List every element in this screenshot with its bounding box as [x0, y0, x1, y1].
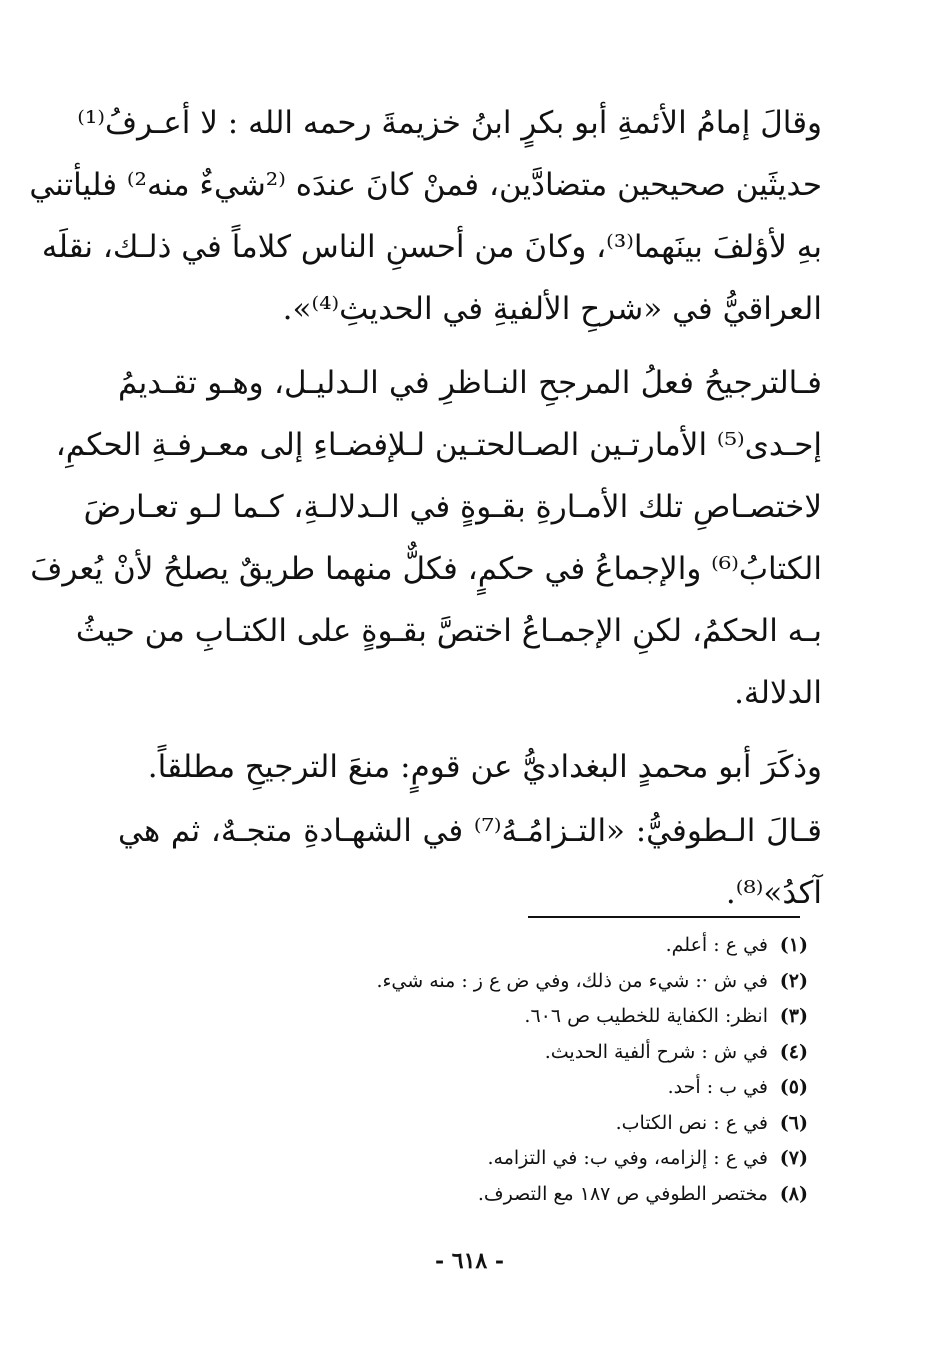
footnote-number: (٣) [779, 1005, 808, 1027]
paragraph-baghdadi [118, 736, 822, 798]
text-line: إحـدى⁽⁵⁾ الأمارتـين الصـالحتـين لـلإفضـاءِ إلى معـرفـةِ الحكمِ، [55, 427, 822, 463]
footnote-number: (٤) [779, 1040, 808, 1063]
footnote-text: في ش : شرح ألفية الحديث. [544, 1040, 768, 1063]
main-text [29, 92, 822, 924]
footnote-text: في ب : أحد. [667, 1076, 768, 1098]
footnote-item [160, 1070, 808, 1106]
text-line: الدلالة. [734, 675, 822, 711]
footnote-item [160, 964, 808, 1000]
text-line: قـالَ الـطوفيُّ: «التـزامُـهُ⁽⁷⁾ في الشهـادةِ متجـهٌ، ثم هي [118, 813, 822, 849]
footnote-separator [528, 916, 800, 918]
text-line: وذكَرَ أبو محمدٍ البغداديُّ عن قومٍ: منعَ الترجيحِ مطلقاً. [147, 749, 822, 785]
footnote-item [160, 1177, 808, 1213]
text-line: فـالترجيحُ فعلُ المرجحِ النـاظرِ في الـدليـل، وهـو تقـديمُ [118, 365, 822, 401]
footnote-text: في ع : نص الكتاب. [615, 1111, 768, 1134]
footnote-number: (٦) [779, 1111, 808, 1134]
text-line: لاختصـاصِ تلك الأمـارةِ بقـوةٍ في الـدلالـةِ، كـما لـو تعـارضَ [83, 489, 822, 525]
footnote-item [160, 1035, 808, 1071]
footnote-number: (٢) [779, 969, 808, 992]
footnote-item [160, 1141, 808, 1177]
text-line: بهِ لأؤلفَ بينَهما⁽³⁾، وكانَ من أحسنِ الناس كلاماً في ذلـك، نقلَه [41, 229, 822, 265]
footnote-number: (٨) [779, 1182, 808, 1205]
paragraph-tufi [118, 800, 822, 924]
text-line: وقالَ إمامُ الأئمةِ أبو بكرٍ ابنُ خزيمةَ رحمه الله : لا أعـرفُ⁽¹⁾ [77, 105, 822, 141]
footnote-text: في ع : أعلم. [665, 934, 768, 956]
footnote-text: مختصر الطوفي ص ١٨٧ مع التصرف. [477, 1182, 768, 1205]
footnote-item [160, 999, 808, 1035]
footnote-text: في ع : إلزامه، وفي ب: في التزامه. [487, 1147, 768, 1169]
page-number: - ٦١٨ - [434, 1248, 505, 1274]
text-line: بـه الحكمُ، لكنِ الإجمـاعُ اختصَّ بقـوةٍ على الكتـابِ من حيثُ [75, 613, 822, 649]
paragraph-ibn-khuzayma-quote [29, 92, 822, 340]
text-line: الكتابُ⁽⁶⁾ والإجماعُ في حكمٍ، فكلٌّ منهما طريقٌ يصلحُ لأنْ يُعرفَ [30, 551, 822, 587]
footnote-text: انظر: الكفاية للخطيب ص ٦٠٦. [524, 1005, 768, 1027]
footnotes [160, 928, 808, 1212]
text-line: العراقيُّ في «شرحِ الألفيةِ في الحديثِ⁽⁴⁾». [282, 291, 822, 327]
footnote-item [160, 1106, 808, 1142]
footnote-number: (١) [779, 934, 808, 956]
footnote-number: (٧) [779, 1147, 808, 1169]
footnote-item [160, 928, 808, 964]
text-line: آكدُ»⁽⁸⁾. [725, 875, 822, 911]
footnote-number: (٥) [779, 1076, 808, 1098]
text-line: حديثَين صحيحين متضادَّين، فمنْ كانَ عندَه ⁽²شيءٌ منه²⁾ فليأتني [29, 167, 822, 203]
footnote-text: في ش ·: شيء من ذلك، وفي ض ع ز : منه شيء. [376, 969, 768, 992]
paragraph-tarjih-definition [30, 352, 822, 724]
